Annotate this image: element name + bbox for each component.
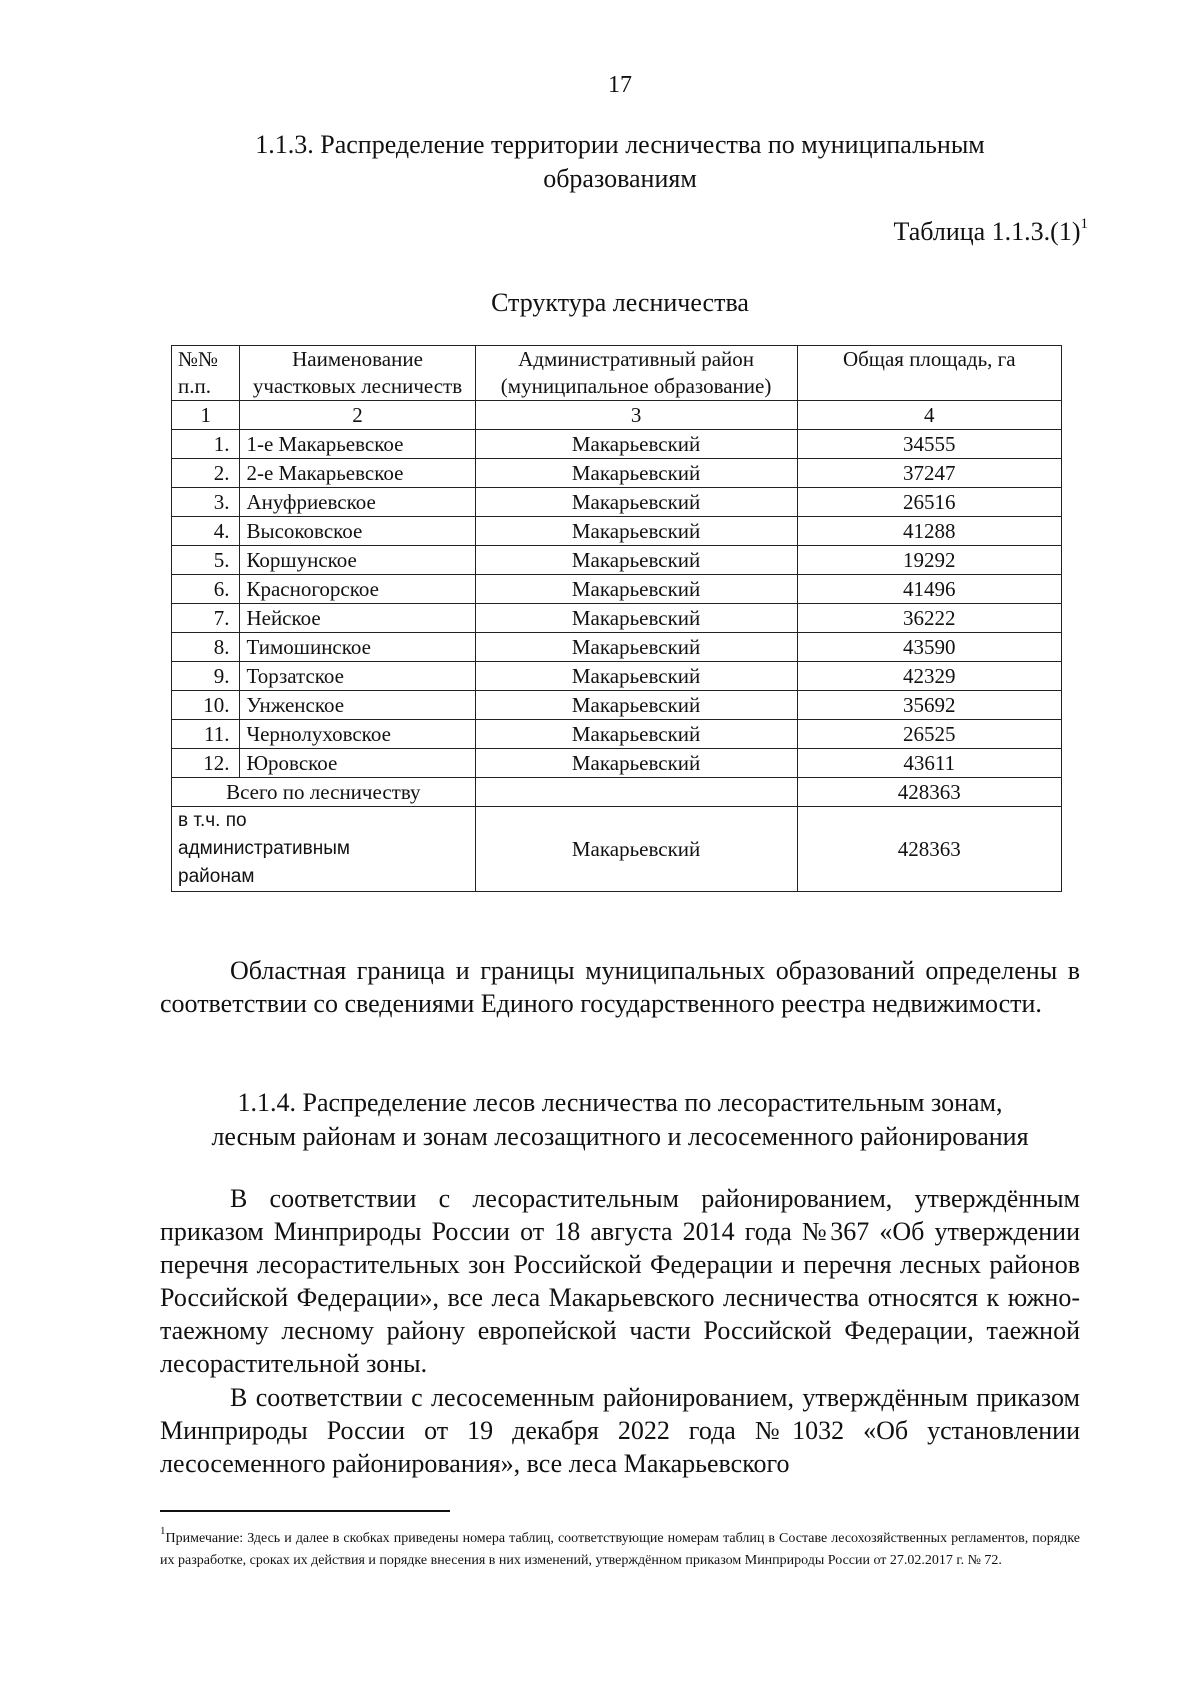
- row-district: Макарьевский: [475, 517, 797, 546]
- row-number: 3.: [172, 488, 240, 517]
- table-row: [172, 749, 1062, 778]
- row-area: 36222: [797, 604, 1061, 633]
- row-area: 41288: [797, 517, 1061, 546]
- row-name: 1-е Макарьевское: [240, 430, 475, 459]
- column-number: 4: [797, 401, 1061, 430]
- row-area: 42329: [797, 662, 1061, 691]
- row-number: 8.: [172, 633, 240, 662]
- row-number: 12.: [172, 749, 240, 778]
- section-heading-line: лесным районам и зонам лесозащитного и лесосеменного районирования: [211, 1122, 1029, 1151]
- row-number: 7.: [172, 604, 240, 633]
- table-caption: [893, 216, 1088, 247]
- row-area: 19292: [797, 546, 1061, 575]
- table-row: [172, 720, 1062, 749]
- column-number-row: [172, 401, 1062, 430]
- paragraph-boundaries: Областная граница и границы муниципальных образований определены в соответствии со сведениями Единого государственного реестра недвижимости.: [160, 956, 1080, 1018]
- header-name: Наименование участковых лесничеств: [240, 346, 475, 401]
- total-row: [172, 778, 1062, 807]
- table-row: [172, 430, 1062, 459]
- table-title: Структура лесничества: [491, 288, 749, 317]
- paragraph-forest-zoning: В соответствии с лесорастительным районированием, утверждённым приказом Минприроды России от 18 августа 2014 года №367 «Об утверждении перечня лесорастительных зон Российской Федерации и перечня лесных районов Российской Федерации», все леса Макарьевского лесничества относятся к южно-таежному лесному району европейской части Российской Федерации, таежной лесорастительной зоны.: [160, 1184, 1080, 1378]
- row-name: Красногорское: [240, 575, 475, 604]
- footnote: [160, 1520, 1080, 1572]
- table-caption-text: Таблица 1.1.3.(1): [893, 217, 1081, 246]
- footnote-reference: 1: [1080, 216, 1088, 232]
- row-district: Макарьевский: [475, 691, 797, 720]
- row-district: Макарьевский: [475, 749, 797, 778]
- header-num: №№ п.п.: [172, 346, 240, 401]
- paragraph-seed-zoning: В соответствии с лесосеменным районированием, утверждённым приказом Минприроды России от 19 декабря 2022 года №1032 «Об установлении лесосеменного районирования», все леса Макарьевского: [160, 1383, 1080, 1478]
- total-label: Всего по лесничеству: [172, 778, 476, 807]
- row-number: 9.: [172, 662, 240, 691]
- row-name: 2-е Макарьевское: [240, 459, 475, 488]
- table-row: [172, 604, 1062, 633]
- row-district: Макарьевский: [475, 633, 797, 662]
- row-district: Макарьевский: [475, 430, 797, 459]
- total-district: [475, 778, 797, 807]
- row-district: Макарьевский: [475, 575, 797, 604]
- row-area: 26525: [797, 720, 1061, 749]
- row-area: 37247: [797, 459, 1061, 488]
- header-district: Административный район (муниципальное образование): [475, 346, 797, 401]
- row-number: 2.: [172, 459, 240, 488]
- row-number: 1.: [172, 430, 240, 459]
- column-number: 2: [240, 401, 475, 430]
- footnote-divider: [160, 1510, 450, 1512]
- row-district: Макарьевский: [475, 720, 797, 749]
- footnote-text: Примечание: Здесь и далее в скобках приведены номера таблиц, соответствующие номерам таблиц в Составе лесохозяйственных регламентов, порядке их разработке, сроках их действия и порядке внесения в них изменений, утверждённом приказом Минприроды России от 27.02.2017 г. № 72.: [160, 1531, 1080, 1568]
- row-number: 4.: [172, 517, 240, 546]
- row-area: 43590: [797, 633, 1061, 662]
- table-row: [172, 633, 1062, 662]
- table-header-row: [172, 346, 1062, 401]
- row-number: 11.: [172, 720, 240, 749]
- row-area: 35692: [797, 691, 1061, 720]
- row-number: 6.: [172, 575, 240, 604]
- row-district: Макарьевский: [475, 459, 797, 488]
- breakdown-value: 428363: [797, 807, 1061, 892]
- district-breakdown-row: [172, 807, 1062, 892]
- row-area: 41496: [797, 575, 1061, 604]
- row-name: Высоковское: [240, 517, 475, 546]
- row-number: 10.: [172, 691, 240, 720]
- row-district: Макарьевский: [475, 662, 797, 691]
- row-name: Коршунское: [240, 546, 475, 575]
- table-row: [172, 691, 1062, 720]
- row-name: Юровское: [240, 749, 475, 778]
- footnote-mark: 1: [160, 1525, 166, 1537]
- row-name: Торзатское: [240, 662, 475, 691]
- breakdown-district: Макарьевский: [475, 807, 797, 892]
- section-heading-line: 1.1.3. Распределение территории лесничества по муниципальным: [255, 130, 985, 159]
- row-area: 34555: [797, 430, 1061, 459]
- table-row: [172, 575, 1062, 604]
- section-heading-line: образованиям: [543, 164, 697, 193]
- row-district: Макарьевский: [475, 546, 797, 575]
- row-district: Макарьевский: [475, 604, 797, 633]
- row-name: Унженское: [240, 691, 475, 720]
- section-heading-1-1-3: [160, 128, 1080, 196]
- row-area: 26516: [797, 488, 1061, 517]
- table-row: [172, 488, 1062, 517]
- row-name: Ануфриевское: [240, 488, 475, 517]
- table-row: [172, 546, 1062, 575]
- row-name: Нейское: [240, 604, 475, 633]
- page-number: 17: [608, 72, 632, 98]
- row-number: 5.: [172, 546, 240, 575]
- column-number: 1: [172, 401, 240, 430]
- table-row: [172, 459, 1062, 488]
- table-row: [172, 662, 1062, 691]
- row-name: Чернолуховское: [240, 720, 475, 749]
- row-name: Тимошинское: [240, 633, 475, 662]
- total-value: 428363: [797, 778, 1061, 807]
- table-row: [172, 517, 1062, 546]
- row-area: 43611: [797, 749, 1061, 778]
- column-number: 3: [475, 401, 797, 430]
- row-district: Макарьевский: [475, 488, 797, 517]
- section-heading-line: 1.1.4. Распределение лесов лесничества по лесорастительным зонам,: [237, 1088, 1003, 1117]
- forestry-structure-table: [171, 345, 1062, 892]
- section-heading-1-1-4: [160, 1086, 1080, 1154]
- breakdown-label: в т.ч. по административным районам: [172, 807, 476, 892]
- header-area: Общая площадь, га: [797, 346, 1061, 401]
